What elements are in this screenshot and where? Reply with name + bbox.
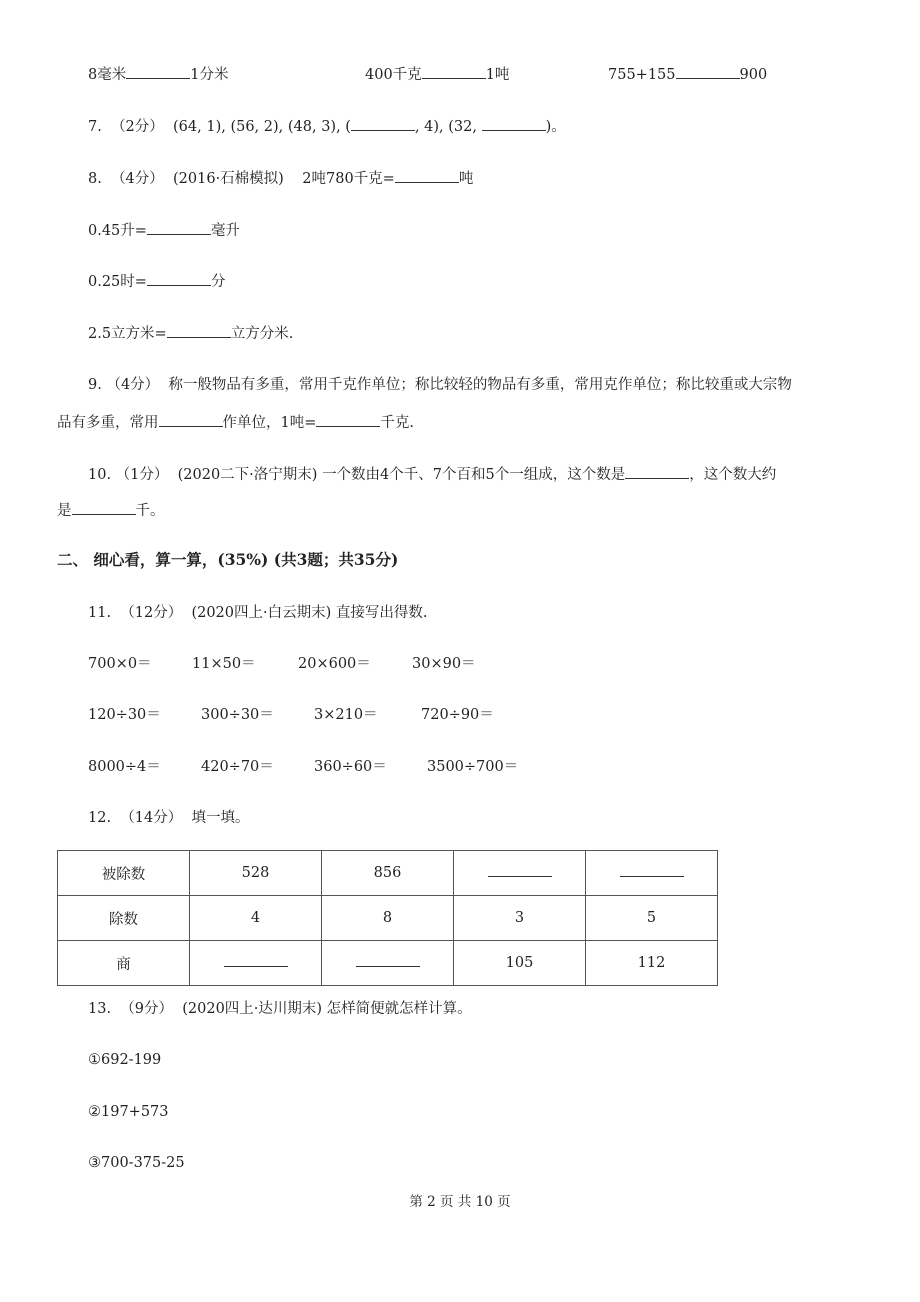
arith-cell: 120÷30＝ — [88, 707, 161, 723]
conversion-line — [88, 64, 228, 85]
page-footer: 第 2 页 共 10 页 — [409, 1194, 511, 1210]
calc-item: ②197+573 — [88, 1104, 169, 1120]
division-table — [57, 850, 718, 986]
answer-blank[interactable] — [356, 958, 420, 967]
arith-cell: 3×210＝ — [314, 707, 378, 723]
arith-cell: 30×90＝ — [412, 656, 476, 672]
answer-blank[interactable] — [147, 220, 211, 235]
answer-blank[interactable] — [625, 464, 689, 479]
table-cell: 被除数 — [58, 851, 190, 896]
table-cell: 856 — [322, 851, 454, 896]
arith-cell: 720÷90＝ — [421, 707, 494, 723]
question-13: 13. （9分） (2020四上·达川期末) 怎样简便就怎样计算。 — [88, 1001, 472, 1017]
item-sum-compare: 755+155 900 — [608, 64, 767, 85]
answer-blank[interactable] — [620, 868, 684, 877]
answer-blank[interactable] — [351, 116, 415, 131]
question-10: 10. （1分） (2020二下·洛宁期末) 一个数由4个千、7个百和5个一组成，这个数是 ，这个数大约 — [88, 464, 776, 485]
table-cell: 112 — [586, 941, 718, 986]
table-row — [58, 896, 718, 941]
table-cell: 528 — [190, 851, 322, 896]
table-cell: 105 — [454, 941, 586, 986]
table-cell[interactable] — [322, 941, 454, 986]
answer-blank[interactable] — [676, 64, 740, 79]
answer-blank[interactable] — [482, 116, 546, 131]
question-8-line-4: 2.5立方米= 立方分米. — [88, 323, 293, 344]
arith-cell: 300÷30＝ — [201, 707, 274, 723]
question-10-line-2: 是 千。 — [57, 500, 165, 521]
question-8: 8. （4分） (2016·石棉模拟) 2吨780千克= 吨 — [88, 168, 473, 189]
question-7: 7. （2分） (64, 1), (56, 2), (48, 3), ( , 4), (32, )。 — [88, 116, 566, 137]
table-cell: 4 — [190, 896, 322, 941]
question-8-line-3: 0.25时= 分 — [88, 271, 225, 292]
arith-cell: 11×50＝ — [192, 656, 256, 672]
table-row — [58, 851, 718, 896]
answer-blank[interactable] — [167, 323, 231, 338]
arith-cell: 8000÷4＝ — [88, 759, 161, 775]
calc-item: ①692-199 — [88, 1052, 162, 1068]
answer-blank[interactable] — [159, 412, 223, 427]
arith-cell: 360÷60＝ — [314, 759, 387, 775]
answer-blank[interactable] — [316, 412, 380, 427]
arith-cell: 700×0＝ — [88, 656, 152, 672]
answer-blank[interactable] — [72, 500, 136, 515]
question-8-line-2: 0.45升= 毫升 — [88, 220, 240, 241]
arith-cell: 20×600＝ — [298, 656, 371, 672]
arith-cell: 420÷70＝ — [201, 759, 274, 775]
table-cell: 3 — [454, 896, 586, 941]
answer-blank[interactable] — [395, 168, 459, 183]
question-12: 12. （14分） 填一填。 — [88, 810, 250, 826]
table-cell: 8 — [322, 896, 454, 941]
table-row — [58, 941, 718, 986]
table-cell: 商 — [58, 941, 190, 986]
table-cell: 除数 — [58, 896, 190, 941]
answer-blank[interactable] — [147, 271, 211, 286]
item-kg-t: 400千克 1吨 — [365, 64, 509, 85]
answer-blank[interactable] — [224, 958, 288, 967]
arith-cell: 3500÷700＝ — [427, 759, 519, 775]
answer-blank[interactable] — [488, 868, 552, 877]
section-heading: 二、 细心看，算一算，(35%) (共3题；共35分) — [57, 550, 399, 569]
question-9: 9. （4分） 称一般物品有多重，常用千克作单位；称比较轻的物品有多重，常用克作单位；称比较重或大宗物 — [88, 377, 792, 393]
item-mm-dm: 8毫米 1分米 — [88, 67, 228, 83]
question-11: 11. （12分） (2020四上·白云期末) 直接写出得数. — [88, 605, 428, 621]
answer-blank[interactable] — [126, 64, 190, 79]
table-cell[interactable] — [190, 941, 322, 986]
table-cell[interactable] — [586, 851, 718, 896]
table-cell: 5 — [586, 896, 718, 941]
question-9-line-2: 品有多重，常用 作单位，1吨= 千克. — [57, 412, 414, 433]
calc-item: ③700-375-25 — [88, 1155, 185, 1171]
answer-blank[interactable] — [422, 64, 486, 79]
table-cell[interactable] — [454, 851, 586, 896]
